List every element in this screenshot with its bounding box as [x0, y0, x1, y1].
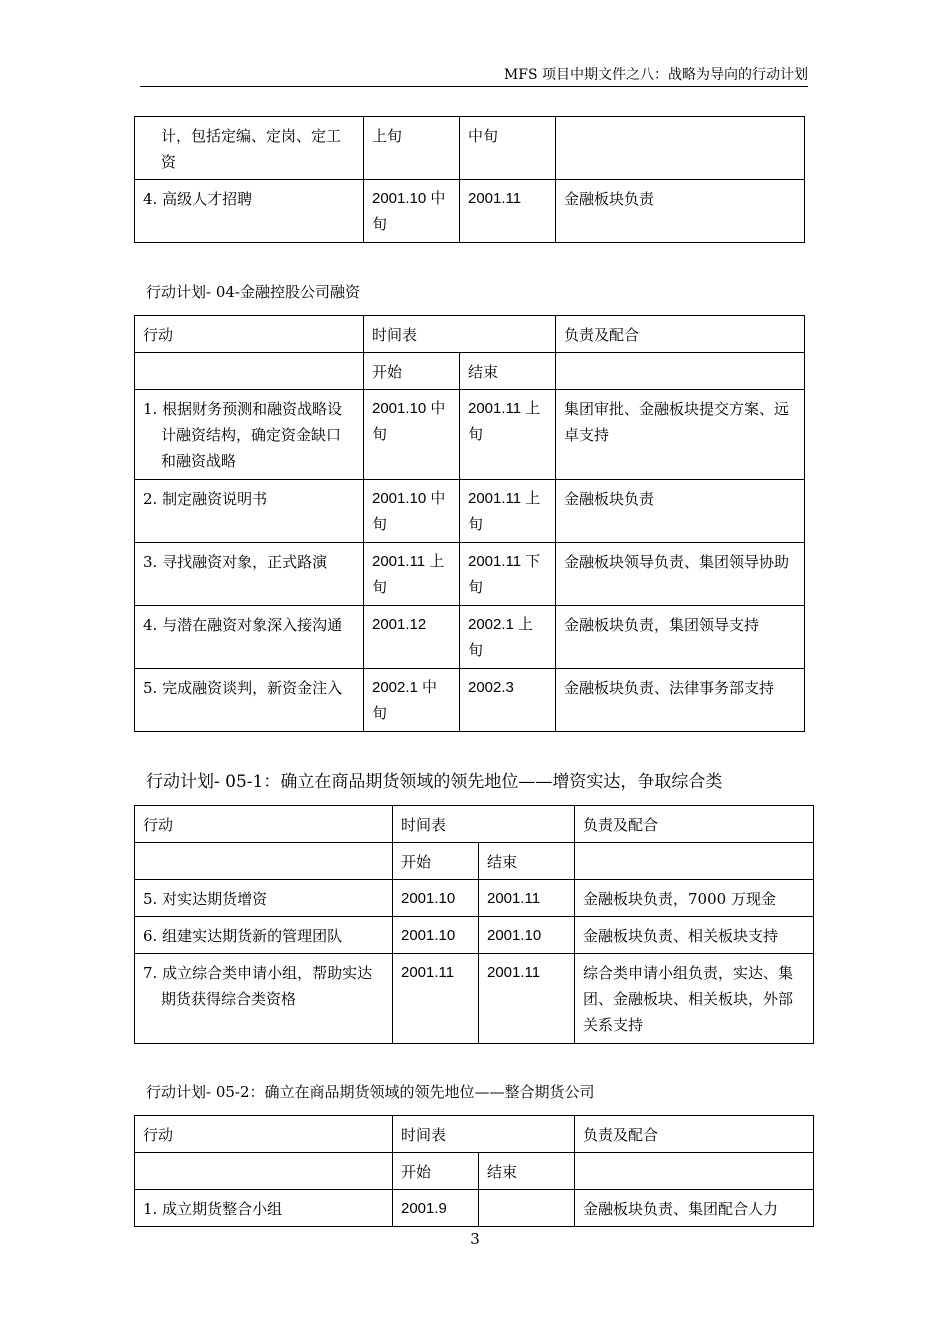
- owner-cell: 金融板块负责、法律事务部支持: [556, 669, 805, 732]
- plan051-table: [134, 805, 814, 1044]
- header-start: 开始: [393, 843, 479, 880]
- table-header-row: [135, 806, 814, 843]
- owner-cell: 金融板块负责: [556, 180, 805, 243]
- end-cell: 2001.11: [479, 954, 575, 1044]
- action-cell: 4. 高级人才招聘: [135, 180, 364, 243]
- table-row: [135, 390, 805, 480]
- header-owner: 负责及配合: [575, 1116, 814, 1153]
- header-schedule: 时间表: [364, 316, 556, 353]
- table-row: [135, 606, 805, 669]
- header-end: 结束: [460, 353, 556, 390]
- start-cell: 2001.12: [364, 606, 460, 669]
- plan04-title: 行动计划- 04-金融控股公司融资: [146, 283, 360, 301]
- table-header-row: [135, 316, 805, 353]
- action-cell: 5. 对实达期货增资: [135, 880, 393, 917]
- end-cell: 中旬: [460, 117, 556, 180]
- header-action: 行动: [135, 1116, 393, 1153]
- table-row: [135, 880, 814, 917]
- table-row: [135, 480, 805, 543]
- end-cell: 2001.11 上旬: [460, 390, 556, 480]
- header-end: 结束: [479, 843, 575, 880]
- end-cell: 2002.3: [460, 669, 556, 732]
- start-cell: 2001.9: [393, 1190, 479, 1227]
- header-owner: 负责及配合: [556, 316, 805, 353]
- start-cell: 2001.10 中旬: [364, 390, 460, 480]
- owner-cell: 金融板块负责，7000 万现金: [575, 880, 814, 917]
- start-cell: 2001.10: [393, 880, 479, 917]
- table-row: [135, 543, 805, 606]
- table-row: [135, 117, 805, 180]
- action-cell: 4. 与潜在融资对象深入接沟通: [135, 606, 364, 669]
- action-cell: 1. 根据财务预测和融资战略设计融资结构，确定资金缺口和融资战略: [135, 390, 364, 480]
- plan052-title: 行动计划- 05-2：确立在商品期货领域的领先地位——整合期货公司: [146, 1083, 595, 1101]
- end-cell: 2001.11 下旬: [460, 543, 556, 606]
- table-row: [135, 669, 805, 732]
- table-subheader-row: [135, 353, 805, 390]
- owner-cell: [556, 117, 805, 180]
- table-continuation: [134, 116, 805, 243]
- owner-cell: 金融板块负责、相关板块支持: [575, 917, 814, 954]
- plan04-table: [134, 315, 805, 732]
- end-cell: 2001.11 上旬: [460, 480, 556, 543]
- plan051-title: 行动计划- 05-1：确立在商品期货领域的领先地位——增资实达，争取综合类: [146, 772, 723, 792]
- header-action: 行动: [135, 806, 393, 843]
- page-header: MFS 项目中期文件之八：战略为导向的行动计划: [140, 64, 808, 87]
- header-action: 行动: [135, 316, 364, 353]
- start-cell: 2001.10 中旬: [364, 180, 460, 243]
- start-cell: 上旬: [364, 117, 460, 180]
- table-row: [135, 180, 805, 243]
- header-schedule: 时间表: [393, 1116, 575, 1153]
- page-number: 3: [470, 1230, 480, 1248]
- action-cell: 3. 寻找融资对象，正式路演: [135, 543, 364, 606]
- owner-cell: 金融板块负责、集团配合人力: [575, 1190, 814, 1227]
- table-row: [135, 917, 814, 954]
- owner-cell: 金融板块负责，集团领导支持: [556, 606, 805, 669]
- action-cell: 1. 成立期货整合小组: [135, 1190, 393, 1227]
- start-cell: 2001.11 上旬: [364, 543, 460, 606]
- header-owner: 负责及配合: [575, 806, 814, 843]
- action-cell: 6. 组建实达期货新的管理团队: [135, 917, 393, 954]
- table-subheader-row: [135, 843, 814, 880]
- table-header-row: [135, 1116, 814, 1153]
- start-cell: 2001.10: [393, 917, 479, 954]
- action-cell: 2. 制定融资说明书: [135, 480, 364, 543]
- table-row: [135, 954, 814, 1044]
- header-end: 结束: [479, 1153, 575, 1190]
- table-row: [135, 1190, 814, 1227]
- end-cell: [479, 1190, 575, 1227]
- header-schedule: 时间表: [393, 806, 575, 843]
- action-cell: 计，包括定编、定岗、定工资: [135, 117, 364, 180]
- owner-cell: 集团审批、金融板块提交方案、远卓支持: [556, 390, 805, 480]
- plan052-table: [134, 1115, 814, 1227]
- owner-cell: 金融板块负责: [556, 480, 805, 543]
- end-cell: 2001.10: [479, 917, 575, 954]
- action-cell: 7. 成立综合类申请小组，帮助实达期货获得综合类资格: [135, 954, 393, 1044]
- end-cell: 2002.1 上旬: [460, 606, 556, 669]
- header-start: 开始: [364, 353, 460, 390]
- start-cell: 2001.10 中旬: [364, 480, 460, 543]
- start-cell: 2001.11: [393, 954, 479, 1044]
- owner-cell: 综合类申请小组负责，实达、集团、金融板块、相关板块，外部关系支持: [575, 954, 814, 1044]
- owner-cell: 金融板块领导负责、集团领导协助: [556, 543, 805, 606]
- action-cell: 5. 完成融资谈判，新资金注入: [135, 669, 364, 732]
- start-cell: 2002.1 中旬: [364, 669, 460, 732]
- table-subheader-row: [135, 1153, 814, 1190]
- end-cell: 2001.11: [479, 880, 575, 917]
- header-start: 开始: [393, 1153, 479, 1190]
- end-cell: 2001.11: [460, 180, 556, 243]
